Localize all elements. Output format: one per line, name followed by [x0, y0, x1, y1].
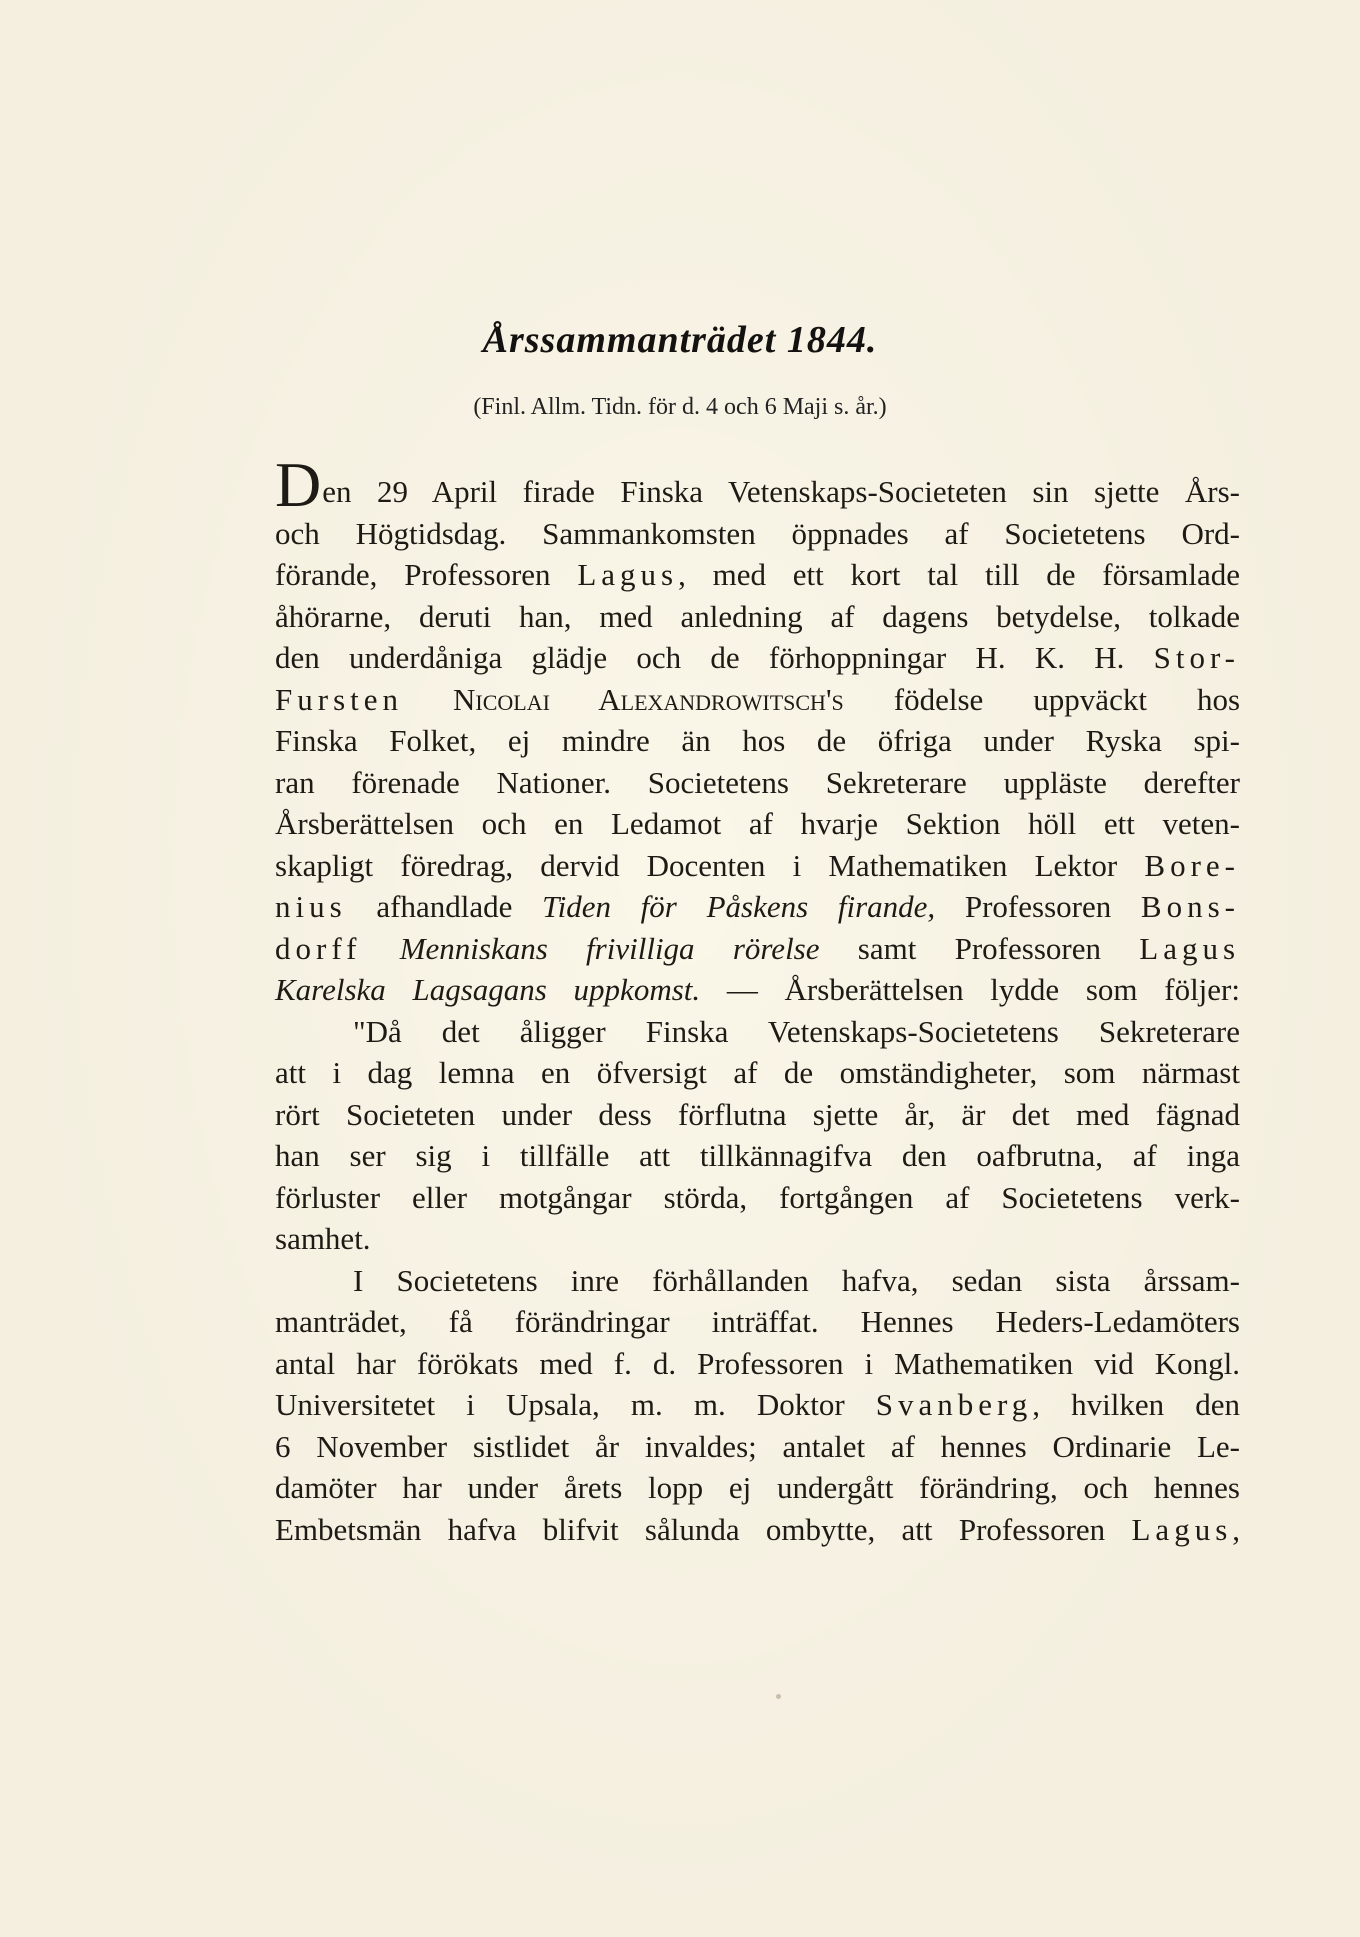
text-segment: födelse uppväckt hos [893, 681, 1241, 717]
text-line [275, 886, 1240, 928]
source-citation: (Finl. Allm. Tidn. för d. 4 och 6 Maji s. år.) [473, 394, 887, 420]
text-line: I Societetens inre förhållanden hafva, sedan sista årssam- [353, 1262, 1240, 1298]
text-segment: Embetsmän hafva blifvit sålunda ombytte, att Professoren [275, 1511, 1106, 1547]
text-line [275, 679, 1240, 721]
text-segment: skapligt föredrag, dervid Docenten i Mathematiken Lektor [275, 847, 1118, 883]
text-line [275, 928, 1240, 970]
text-line: manträdet, få förändringar inträffat. Hennes Heders-Ledamöters [275, 1304, 1240, 1339]
text-line [275, 449, 1240, 520]
text-line: ran förenade Nationer. Societetens Sekreterare uppläste derefter [275, 764, 1240, 800]
text-segment: , hvilken den [1032, 1387, 1240, 1422]
drop-cap: D [275, 449, 322, 520]
text-line: att i dag lemna en öfversigt af de omständigheter, som närmast [275, 1055, 1240, 1090]
text-line: "Då det åligger Finska Vetenskaps-Societetens Sekreterare [353, 1013, 1240, 1049]
name-bonsdorff: Bons- [1140, 889, 1240, 924]
text-segment: , med ett kort tal till de församlade [678, 557, 1241, 592]
text-line: och Högtidsdag. Sammankomsten öppnades af Societetens Ord- [275, 515, 1240, 551]
text-line: Årsberättelsen och en Ledamot af hvarje Sektion höll ett veten- [275, 806, 1240, 841]
text-line: Finska Folket, ej mindre än hos de öfriga under Ryska spi- [275, 723, 1240, 758]
lecture-title: Karelska Lagsagans uppkomst. [275, 972, 701, 1007]
text-line [275, 554, 1240, 596]
text-segment: en 29 April firade Finska Vetenskaps-Societeten sin sjette Års- [322, 474, 1240, 509]
page-title: Årssammanträdet 1844. [482, 319, 878, 361]
lecture-title: Tiden för Påskens firande, [542, 889, 936, 924]
text-line: samhet. [275, 1221, 371, 1256]
text-segment: afhandlade [376, 889, 513, 924]
paper-speck [776, 1694, 781, 1699]
name-bonsdorff: dorff [275, 930, 362, 966]
body-text [275, 449, 1241, 1550]
name-svanberg: Svanberg [875, 1387, 1033, 1422]
text-line: förluster eller motgångar störda, fortgången af Societetens verk- [275, 1179, 1240, 1215]
text-segment: Professoren [964, 889, 1112, 924]
text-line [275, 1509, 1240, 1551]
name-storfursten: Stor- [1153, 640, 1240, 675]
text-line: åhörarne, deruti han, med anledning af dagens betydelse, tolkade [275, 598, 1240, 634]
text-line: han ser sig i tillfälle att tillkännagifva den oafbrutna, af inga [275, 1138, 1240, 1173]
name-storfursten: Fursten [275, 681, 403, 717]
lecture-title: Menniskans frivilliga rörelse [399, 930, 820, 966]
text-segment: — Årsberättelsen lydde som följer: [726, 972, 1240, 1007]
name-lagus: Lagus [1139, 930, 1241, 966]
text-line [275, 637, 1240, 679]
text-segment: Universitetet i Upsala, m. m. Doktor [275, 1387, 845, 1422]
text-segment: den underdåniga glädje och de förhoppningar H. K. H. [275, 640, 1125, 675]
text-line: antal har förökats med f. d. Professoren i Mathematiken vid Kongl. [275, 1345, 1240, 1381]
text-line [275, 1384, 1240, 1426]
text-line: damöter har under årets lopp ej undergått förändring, och hennes [275, 1470, 1240, 1505]
name-borenius: nius [275, 889, 347, 924]
text-line [275, 845, 1240, 887]
text-segment: samt Professoren [857, 930, 1101, 966]
text-segment: , [1232, 1511, 1241, 1547]
text-line [275, 969, 1240, 1011]
name-lagus: Lagus [1131, 1511, 1233, 1547]
name-nicolai: Nicolai Alexandrowitsch's [453, 681, 844, 717]
text-segment: förande, Professoren [275, 557, 551, 592]
name-borenius: Bore- [1144, 847, 1241, 883]
text-line: 6 November sistlidet år invaldes; antalet af hennes Ordinarie Le- [275, 1428, 1240, 1464]
text-line: rört Societeten under dess förflutna sjette år, är det med fägnad [275, 1096, 1240, 1132]
name-lagus: Lagus [577, 557, 679, 592]
